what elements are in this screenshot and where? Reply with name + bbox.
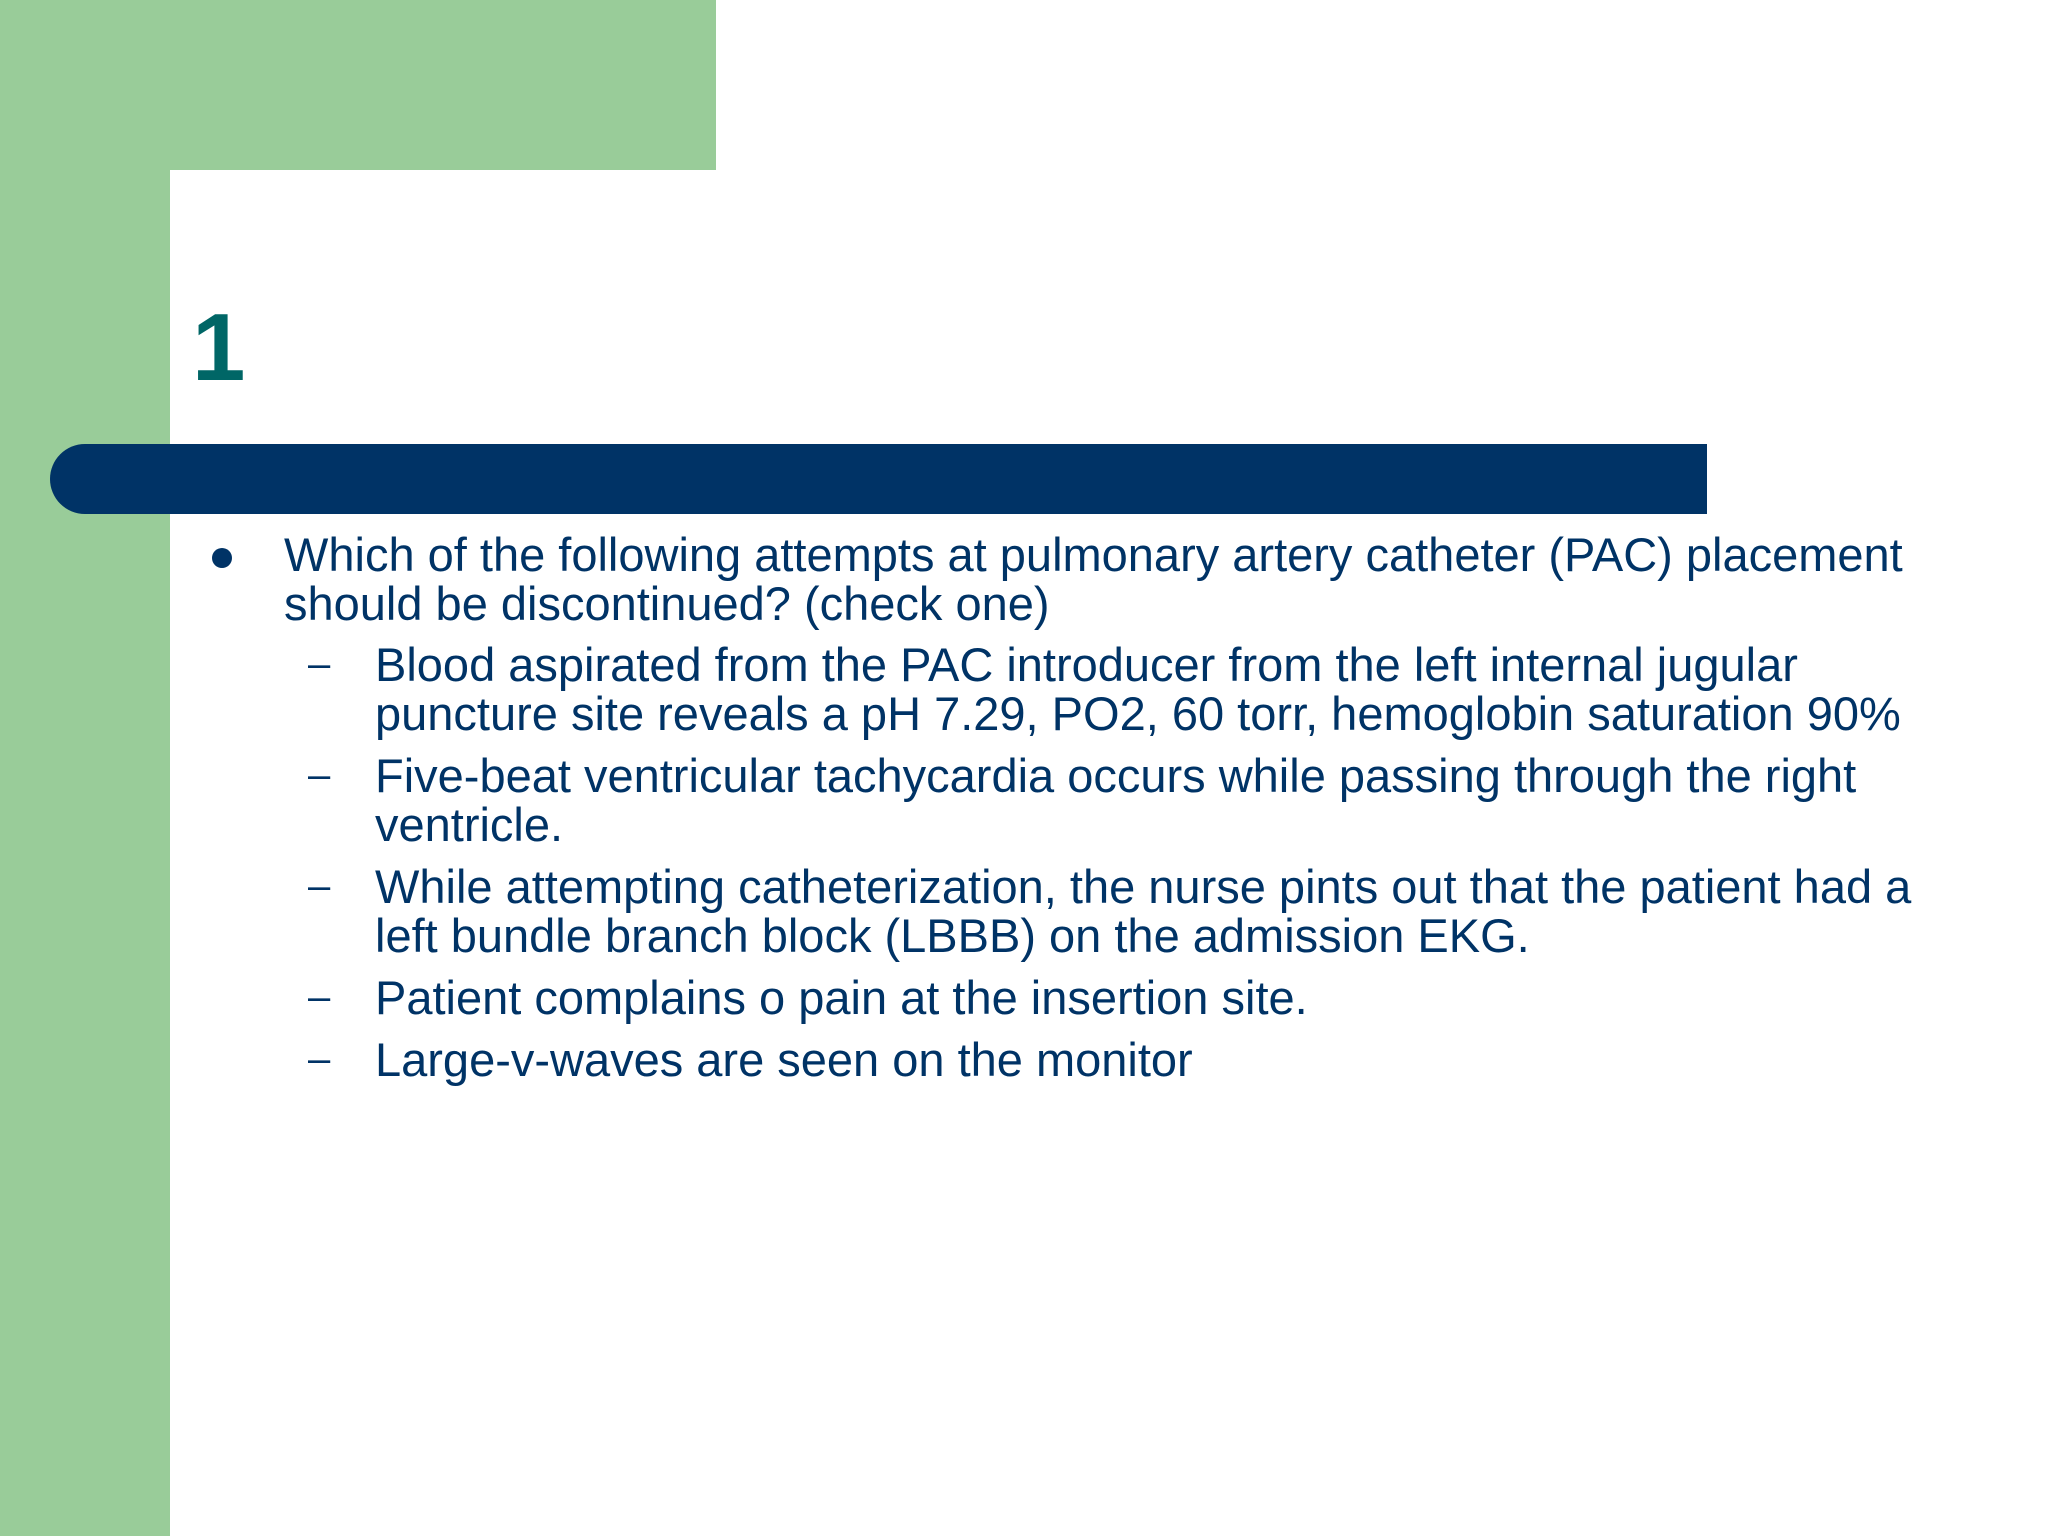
green-sidebar-decoration [0, 0, 170, 1536]
answer-option-text: Large-v-waves are seen on the monitor [375, 1033, 1193, 1086]
answer-option [200, 973, 1920, 1022]
answer-option-text: Five-beat ventricular tachycardia occurs while passing through the right ventricle. [375, 749, 1857, 851]
answer-option [200, 862, 1920, 960]
answer-option [200, 1035, 1920, 1084]
answer-options-list [200, 640, 1920, 1084]
answer-option [200, 640, 1920, 738]
answer-option-text: While attempting catheterization, the nurse pints out that the patient had a left bundle branch block (LBBB) on the admission EKG. [375, 860, 1912, 962]
answer-option-text: Patient complains o pain at the insertion site. [375, 971, 1308, 1024]
dash-icon: – [308, 864, 331, 908]
slide-title: 1 [192, 294, 246, 401]
slide-content [200, 530, 1920, 1097]
title-underline-bar [50, 444, 1707, 514]
dash-icon: – [308, 975, 331, 1019]
green-header-decoration [0, 0, 716, 170]
question-text: Which of the following attempts at pulmonary artery catheter (PAC) placement should be discontinued? (check one) [284, 528, 1903, 630]
answer-option-text: Blood aspirated from the PAC introducer from the left internal jugular puncture site reveals a pH 7.29, PO2, 60 torr, hemoglobin saturation 90% [375, 638, 1901, 740]
dash-icon: – [308, 753, 331, 797]
answer-option [200, 751, 1920, 849]
dash-icon: – [308, 642, 331, 686]
bullet-dot-icon [212, 548, 232, 568]
bullet-item [200, 530, 1920, 628]
dash-icon: – [308, 1037, 331, 1081]
